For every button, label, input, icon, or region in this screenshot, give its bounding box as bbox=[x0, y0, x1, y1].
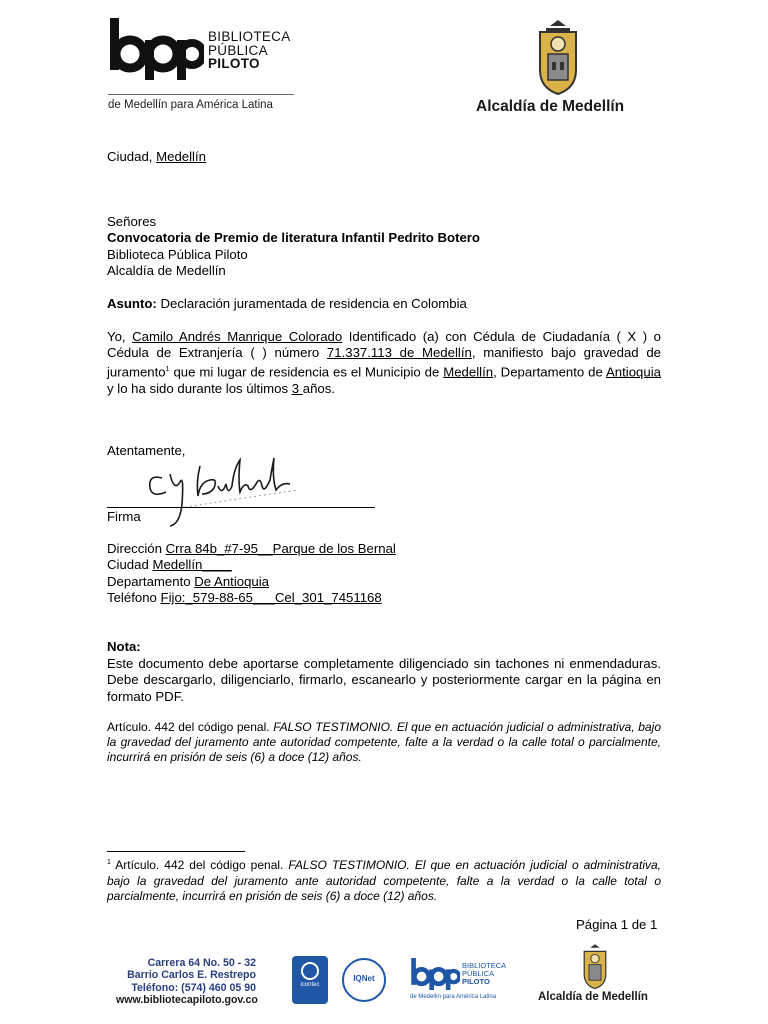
footnote bbox=[107, 855, 661, 905]
footer-bpp-line-3: PILOTO bbox=[462, 977, 490, 986]
signature-icon bbox=[140, 452, 310, 530]
footnote-mark: 1 bbox=[107, 859, 111, 866]
municipio-value: Medellín bbox=[443, 364, 494, 380]
bpp-logo bbox=[108, 18, 298, 110]
bpp-logo-mark-icon bbox=[108, 18, 204, 80]
footer-website: www.bibliotecapiloto.gov.co bbox=[116, 994, 258, 1007]
article-plain: Artículo. 442 del código penal. bbox=[107, 720, 274, 734]
body-part-1: Identificado (a) con Cédula de Ciudadanía ( X ) o Cédula de Extranjería ( ) número bbox=[107, 329, 661, 361]
direccion-label: Dirección bbox=[107, 541, 166, 556]
city-label: Ciudad, bbox=[107, 149, 157, 164]
medellin-seal-icon bbox=[528, 20, 588, 96]
subject-label: Asunto: bbox=[107, 296, 157, 311]
body-part-3: que mi lugar de residencia es el Municipio de bbox=[169, 364, 444, 380]
footnote-plain: Artículo. 442 del código penal. bbox=[110, 858, 289, 872]
id-number: 71.337.113 de Medellín bbox=[326, 345, 472, 361]
footer-address-line-1: Carrera 64 No. 50 - 32 bbox=[147, 957, 256, 969]
logo-line-1: BIBLIOTECA bbox=[208, 29, 291, 44]
footer-bpp-tagline: de Medellín para América Latina bbox=[410, 994, 497, 1000]
departamento-line bbox=[107, 574, 396, 590]
telefono-label: Teléfono bbox=[107, 590, 161, 606]
footer-address bbox=[116, 957, 256, 1007]
alcaldia-name: Alcaldía de Medellín bbox=[476, 98, 625, 115]
footer-bpp-mark-icon bbox=[410, 958, 460, 990]
depto-label: Departamento bbox=[107, 573, 195, 589]
telefono-value: Fijo:_579-88-65___Cel_301_7451168 bbox=[160, 590, 382, 606]
body-yo: Yo, bbox=[107, 329, 133, 344]
footer-address-line-2: Barrio Carlos E. Restrepo bbox=[127, 969, 256, 982]
logo-line-3: PILOTO bbox=[208, 56, 260, 71]
firma-label: Firma bbox=[107, 509, 141, 524]
article-italic: FALSO TESTIMONIO. El que en actuación judicial o administrativa, bajo la gravedad del juramento ante autoridad competente, falte a la verdad o la calle total o parcialmente, incurrirá en prisión de seis (6) a doce (12) años. bbox=[107, 720, 661, 764]
years-value: 3 bbox=[291, 380, 303, 396]
page-number: Página 1 de 1 bbox=[576, 917, 658, 932]
note-title: Nota: bbox=[107, 639, 141, 654]
body-part-2: , manifiesto bajo gravedad de juramento bbox=[107, 345, 661, 380]
icontec-label: icontec bbox=[300, 982, 320, 988]
recipient-block bbox=[107, 214, 667, 280]
footer-phone: Teléfono: (574) 460 05 90 bbox=[131, 981, 256, 994]
footer-medellin-seal-icon bbox=[577, 944, 613, 990]
ciudad-line bbox=[107, 557, 396, 573]
note-text: Este documento debe aportarse completamente diligenciado sin tachones ni enmendaduras. Debe descargarlo, diligenciarlo, firmarlo, escanearlo y posteriormente cargar en la página en formato PDF. bbox=[107, 656, 661, 704]
subject-text: Declaración juramentada de residencia en Colombia bbox=[156, 296, 467, 311]
logo-line-2: PÚBLICA bbox=[208, 42, 268, 58]
declarant-name: Camilo Andrés Manrique Colorado bbox=[132, 329, 343, 344]
footnote-ref: 1 bbox=[165, 365, 170, 373]
signature-line bbox=[107, 507, 375, 508]
subject-line bbox=[107, 296, 467, 312]
icontec-certification-icon bbox=[292, 956, 328, 1004]
recipient-line-2: Biblioteca Pública Piloto bbox=[107, 246, 248, 262]
depto-value: De Antioquia bbox=[194, 573, 270, 589]
closing: Atentamente, bbox=[107, 443, 186, 458]
body-part-5: y lo ha sido durante los últimos bbox=[107, 380, 292, 396]
direccion-line bbox=[107, 541, 396, 557]
bpp-logo-text bbox=[208, 30, 291, 71]
footer-alcaldia-name: Alcaldía de Medellín bbox=[538, 991, 648, 1003]
departamento-value: Antioquia bbox=[606, 364, 661, 380]
salutation: Señores bbox=[107, 214, 157, 229]
recipient-line-3: Alcaldía de Medellín bbox=[107, 263, 226, 279]
city-value: Medellín bbox=[156, 149, 206, 164]
body-part-4: , Departamento de bbox=[493, 364, 606, 380]
declaration-paragraph bbox=[107, 329, 661, 397]
article-note bbox=[107, 720, 661, 765]
footnote-italic: FALSO TESTIMONIO. El que en actuación judicial o administrativa, bajo la gravedad del juramento ante autoridad competente, falte a la verdad o la calle total o parcialmente, incurrirá en prisión de seis (6) a doce (12) años. bbox=[107, 858, 661, 904]
recipient-line-1: Convocatoria de Premio de literatura Infantil Pedrito Botero bbox=[107, 230, 480, 246]
footer-bpp-logo bbox=[410, 956, 520, 1004]
footer-bpp-text bbox=[462, 962, 506, 986]
direccion-value: Crra 84b_#7-95__Parque de los Bernal bbox=[165, 541, 396, 556]
footer-bpp-line-2: PÚBLICA bbox=[462, 969, 495, 978]
telefono-line bbox=[107, 590, 396, 606]
iqnet-certification-icon bbox=[342, 958, 386, 1002]
footnote-separator bbox=[107, 851, 245, 852]
logo-tagline: de Medellín para América Latina bbox=[108, 94, 294, 111]
footer-bpp-line-1: BIBLIOTECA bbox=[462, 961, 507, 970]
city-line bbox=[107, 149, 206, 165]
iqnet-label: IQNet bbox=[353, 974, 375, 983]
ciudad-label: Ciudad bbox=[107, 557, 153, 573]
ciudad-value: Medellín____ bbox=[152, 557, 232, 573]
contact-block bbox=[107, 541, 396, 607]
body-part-6: años. bbox=[302, 380, 335, 396]
